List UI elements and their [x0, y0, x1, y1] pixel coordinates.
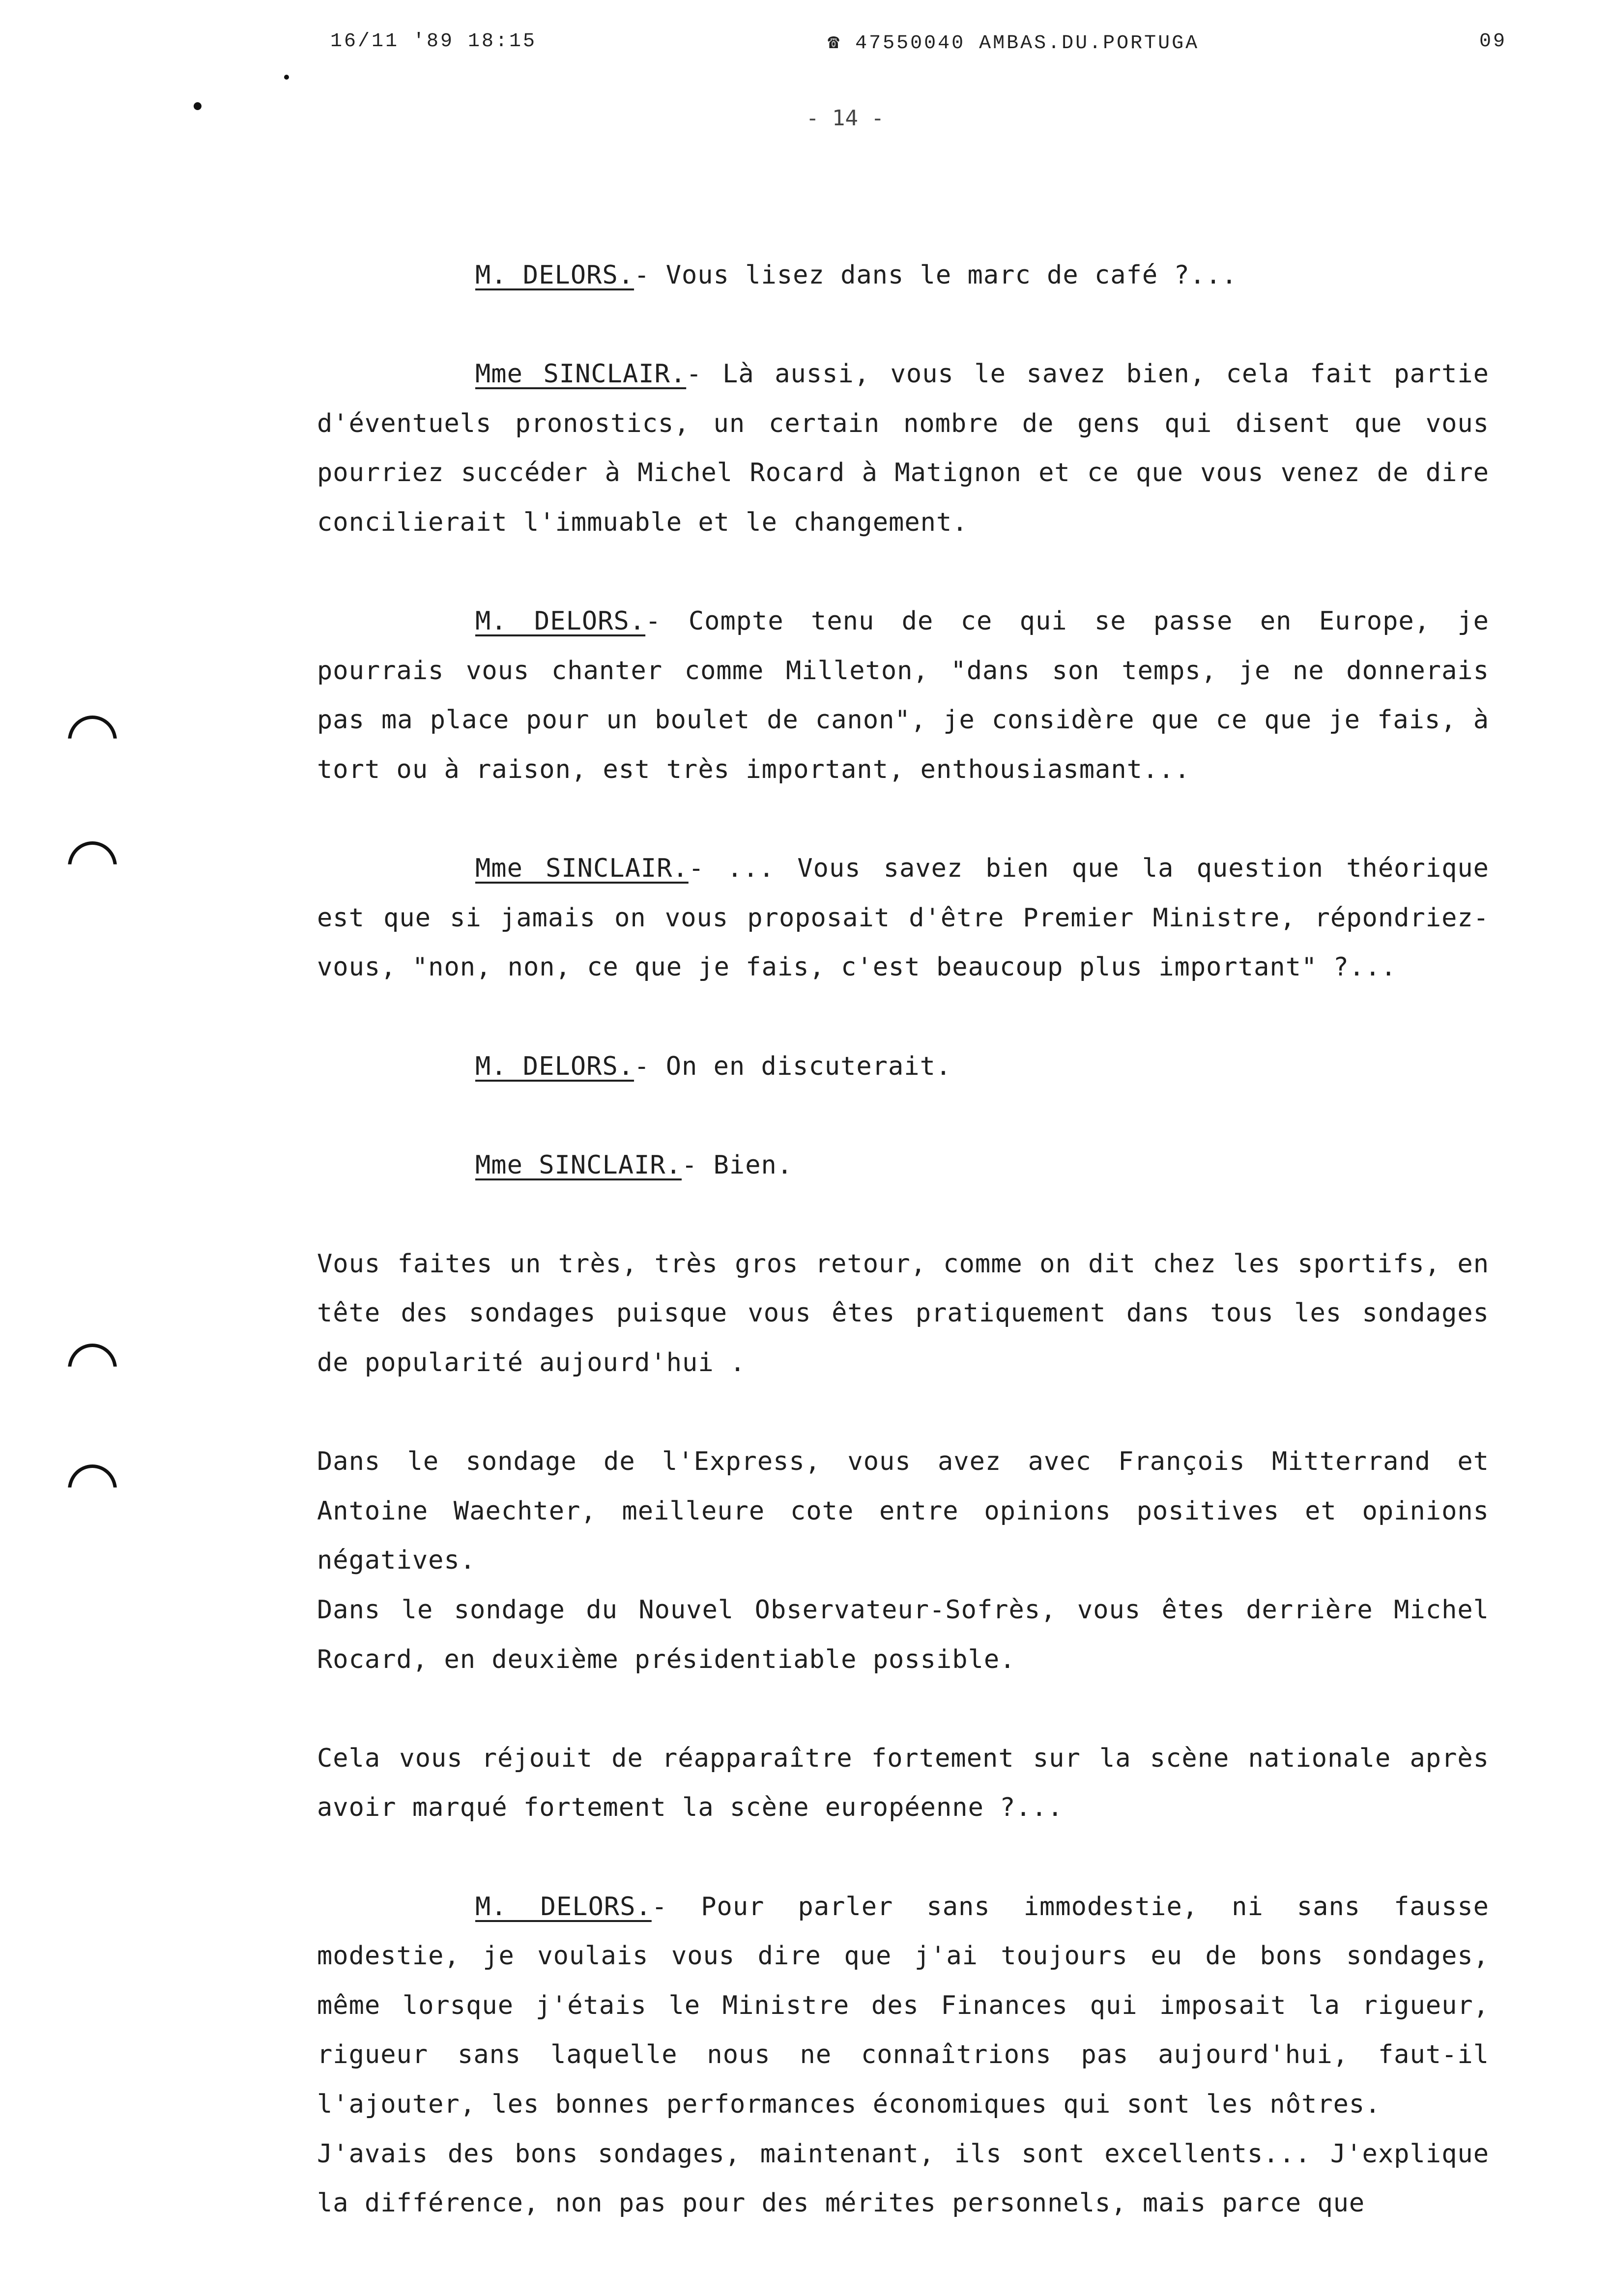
dialogue-paragraph [317, 1882, 1489, 2129]
fax-header [0, 30, 1612, 60]
fax-sender-line: ☎ 47550040 AMBAS.DU.PORTUGA [828, 32, 1200, 55]
paragraph-text: - Compte tenu de ce qui se passe en Europe, je pourrais vous chanter comme Milleton, "dans son temps, je ne donnerais pas ma place pour un boulet de canon", je considère que ce que je fais, à tort ou à raison, est très important, enthousiasmant... [317, 606, 1489, 784]
dialogue-paragraph [317, 1239, 1489, 1388]
paragraph-text: Dans le sondage du Nouvel Observateur-Sofrès, vous êtes derrière Michel Rocard, en deuxième présidentiable possible. [317, 1595, 1489, 1674]
paragraph-text: - Là aussi, vous le savez bien, cela fait partie d'éventuels pronostics, un certain nombre de gens qui disent que vous pourriez succéder à Michel Rocard à Matignon et ce que vous venez de dire concilierait l'immuable et le changement. [317, 359, 1489, 537]
paragraph-text: - On en discuterait. [634, 1051, 952, 1081]
punch-hole-mark [68, 1464, 117, 1516]
dialogue-paragraph [317, 1437, 1489, 1585]
speaker-name: Mme SINCLAIR. [475, 854, 689, 884]
paragraph-text: - ... Vous savez bien que la question théorique est que si jamais on vous proposait d'être Premier Ministre, répondriez-vous, "non, non, ce que je fais, c'est beaucoup plus important" ?... [317, 854, 1489, 982]
paragraph-text: Vous faites un très, très gros retour, comme on dit chez les sportifs, en tête des sondages puisque vous êtes pratiquement dans tous les sondages de popularité aujourd'hui . [317, 1249, 1489, 1378]
dialogue-paragraph [317, 844, 1489, 992]
paragraph-text: - Bien. [682, 1150, 793, 1180]
page-number: - 14 - [806, 106, 884, 131]
speaker-name: M. DELORS. [475, 260, 634, 290]
paragraph-text: Dans le sondage de l'Express, vous avez avec François Mitterrand et Antoine Waechter, meilleure cote entre opinions positives et opinions négatives. [317, 1447, 1489, 1576]
speaker-name: M. DELORS. [475, 1892, 652, 1922]
dialogue-paragraph [317, 1042, 1489, 1091]
punch-hole-mark [68, 841, 117, 892]
dialogue-paragraph [317, 1585, 1489, 1684]
dialogue-paragraph [317, 251, 1489, 300]
dialogue-paragraph [317, 2129, 1489, 2228]
punch-hole-mark [68, 716, 117, 767]
paragraph-text: J'avais des bons sondages, maintenant, ils sont excellents... J'explique la différence, non pas pour des mérites personnels, mais parce que [317, 2139, 1489, 2218]
fax-page-number: 09 [1479, 30, 1507, 53]
scan-speck [284, 75, 289, 80]
speaker-name: Mme SINCLAIR. [475, 359, 687, 389]
paragraph-text: - Vous lisez dans le marc de café ?... [634, 260, 1238, 290]
dialogue-paragraph [317, 349, 1489, 547]
dialogue-paragraph [317, 597, 1489, 794]
paragraph-text: - Pour parler sans immodestie, ni sans fausse modestie, je voulais vous dire que j'ai toujours eu de bons sondages, même lorsque j'étais le Ministre des Finances qui imposait la rigueur, rigueur sans laquelle nous ne connaîtrions pas aujourd'hui, faut-il l'ajouter, les bonnes performances économiques qui sont les nôtres. [317, 1892, 1489, 2119]
scan-speck [194, 102, 202, 110]
dialogue-paragraph [317, 1734, 1489, 1833]
paragraph-text: Cela vous réjouit de réapparaître fortement sur la scène nationale après avoir marqué fortement la scène européenne ?... [317, 1743, 1489, 1823]
fax-datetime: 16/11 '89 18:15 [330, 30, 537, 53]
speaker-name: M. DELORS. [475, 1051, 634, 1081]
dialogue-paragraph [317, 1141, 1489, 1190]
punch-hole-mark [68, 1344, 117, 1395]
transcript-body [317, 251, 1489, 2228]
speaker-name: Mme SINCLAIR. [475, 1150, 682, 1180]
speaker-name: M. DELORS. [475, 606, 646, 636]
